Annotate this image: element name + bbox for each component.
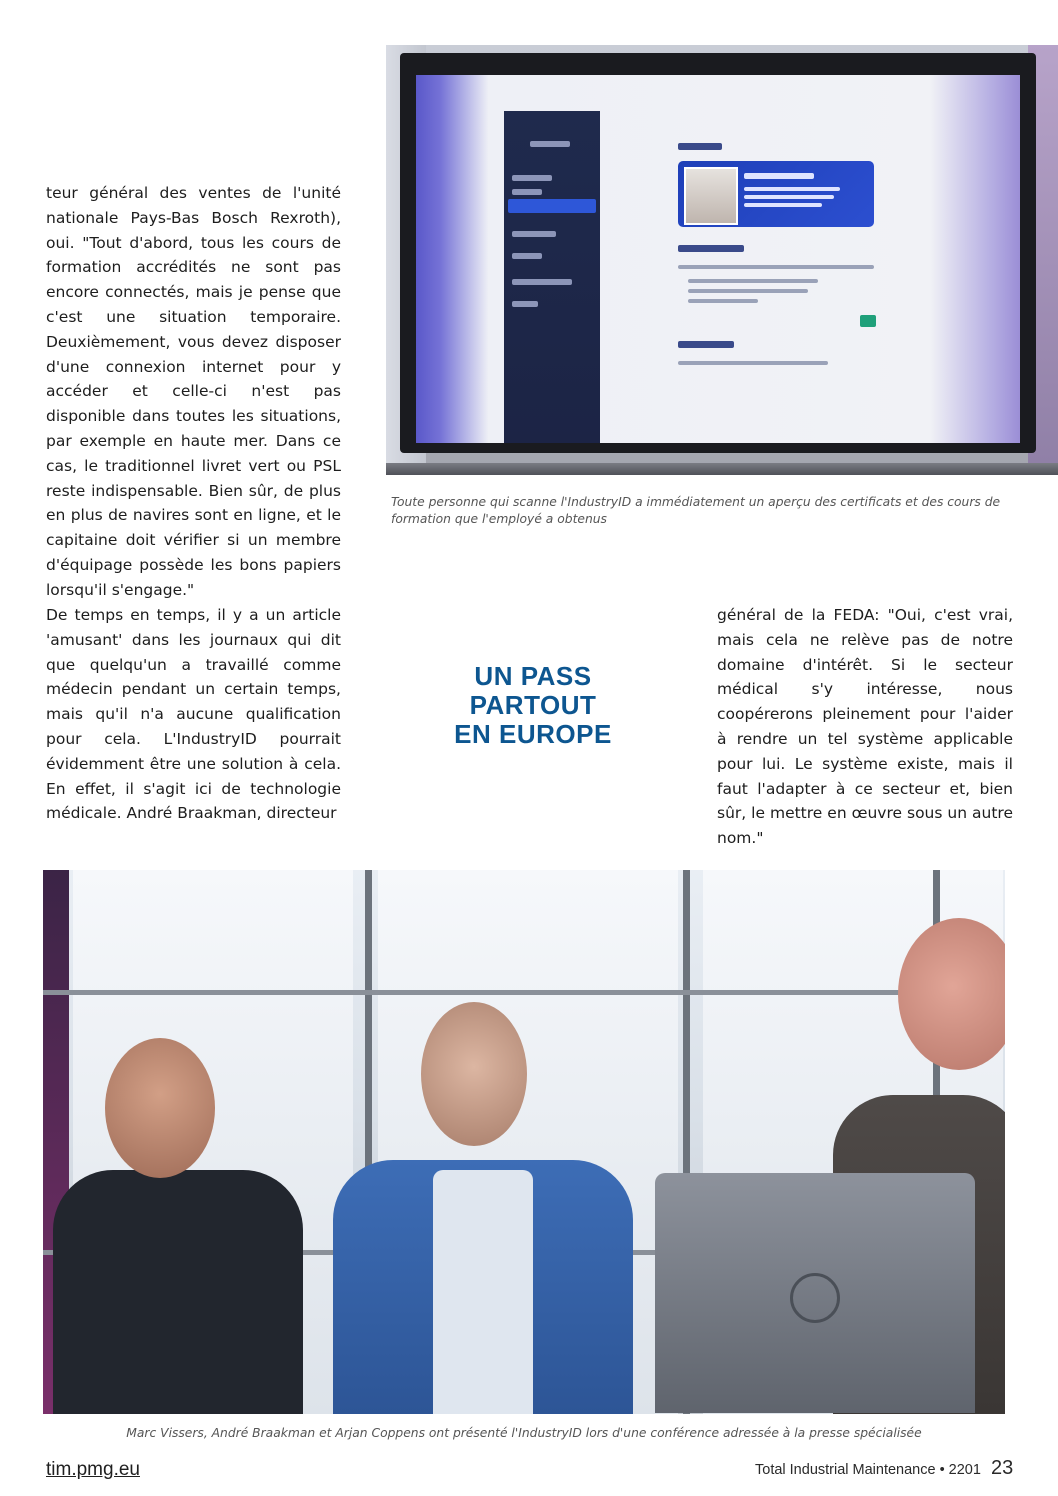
- tv-menu-item: [512, 301, 538, 307]
- tv-profile-line: [744, 187, 840, 191]
- tv-text-line: [688, 299, 758, 303]
- tv-screen: [416, 75, 1020, 443]
- tv-text-line: [688, 279, 818, 283]
- article-paragraph: général de la FEDA: "Oui, c'est vrai, mais cela ne relève pas de notre domaine d'intérêt. Si le secteur médical s'y intéresse, nous coopérerons pleinement pour l'aider à rendre un tel système applicable pour lui. Le système existe, mais il faut l'adapter à ce secteur et, bien sûr, le mettre en œuvre sous un autre nom.": [717, 606, 1013, 848]
- tv-download-icon: [860, 315, 876, 327]
- footer-magazine-issue: Total Industrial Maintenance • 2201: [755, 1462, 981, 1478]
- tv-menu-item: [512, 231, 556, 237]
- tv-profile-line: [744, 195, 834, 199]
- page-number: 23: [991, 1457, 1014, 1479]
- article-paragraph: teur général des ventes de l'unité nationale Pays-Bas Bosch Rexroth), oui. "Tout d'abord, tous les cours de formation accrédités ne sont pas encore connectés, mais je pense que c'est une situation temporaire. Deuxièmement, vous devez disposer d'une connexion internet pour y accéder et celle-ci n'est pas disponible dans toutes les situations, par exemple en haute mer. Dans ce cas, le traditionnel livret vert ou PSL reste indispensable. Bien sûr, de plus en plus de navires sont en ligne, et le capitaine doit vérifier si un membre d'équipage possède les bons papiers lorsqu'il s'engage.": [46, 184, 341, 599]
- photo-caption-top: Toute personne qui scanne l'IndustryID a immédiatement un aperçu des certificats et des cours de formation que l'employé a obtenus: [391, 495, 1001, 526]
- article-paragraph: De temps en temps, il y a un article 'amusant' dans les journaux qui dit que quelqu'un a travaillé comme médecin pendant un certain temps, mais qu'il n'a aucune qualification pour cela. L'IndustryID pourrait évidemment être une solution à cela. En effet, il s'agit ici de technologie médicale. André Braakman, directeur: [46, 606, 341, 823]
- tv-profile-name: [744, 173, 814, 179]
- laptop: [655, 1173, 975, 1413]
- article-column-top-left: [46, 181, 341, 603]
- person-head: [421, 1002, 527, 1146]
- tv-menu-item-active: [508, 199, 596, 213]
- tv-app-sidebar: [504, 111, 600, 443]
- tv-section-heading: [678, 245, 744, 252]
- industryid-screen-photo: [386, 45, 1058, 475]
- tv-menu-item: [512, 253, 542, 259]
- section-heading: [436, 662, 630, 749]
- person-body: [53, 1170, 303, 1414]
- person-head: [105, 1038, 215, 1178]
- section-heading-line: PARTOUT: [469, 690, 597, 720]
- tv-logo: [530, 141, 570, 147]
- window-beam: [43, 990, 1005, 995]
- presenters-photo: [43, 870, 1005, 1414]
- tv-menu-item: [512, 279, 572, 285]
- tv-text-line: [688, 289, 808, 293]
- section-heading-line: EN EUROPE: [454, 719, 612, 749]
- tv-menu-item: [512, 189, 542, 195]
- tv-menu-item: [512, 175, 552, 181]
- article-column-middle-left: [46, 603, 341, 826]
- tv-page-logo: [678, 143, 722, 150]
- tv-frame: [400, 53, 1036, 453]
- article-column-middle-right: [717, 603, 1013, 851]
- tv-text-line: [678, 361, 828, 365]
- laptop-logo-icon: [790, 1273, 840, 1323]
- person-shirt: [433, 1170, 533, 1414]
- tv-profile-avatar: [684, 167, 738, 225]
- tv-profile-card: [678, 161, 874, 227]
- section-heading-line: UN PASS: [474, 661, 592, 691]
- footer-website-link[interactable]: tim.pmg.eu: [46, 1459, 140, 1480]
- tv-profile-line: [744, 203, 822, 207]
- tv-section-heading: [678, 341, 734, 348]
- photo-caption-bottom: Marc Vissers, André Braakman et Arjan Coppens ont présenté l'IndustryID lors d'une conférence adressée à la presse spécialisée: [126, 1426, 922, 1440]
- tv-text-line: [678, 265, 874, 269]
- tv-stand-base: [386, 463, 1058, 475]
